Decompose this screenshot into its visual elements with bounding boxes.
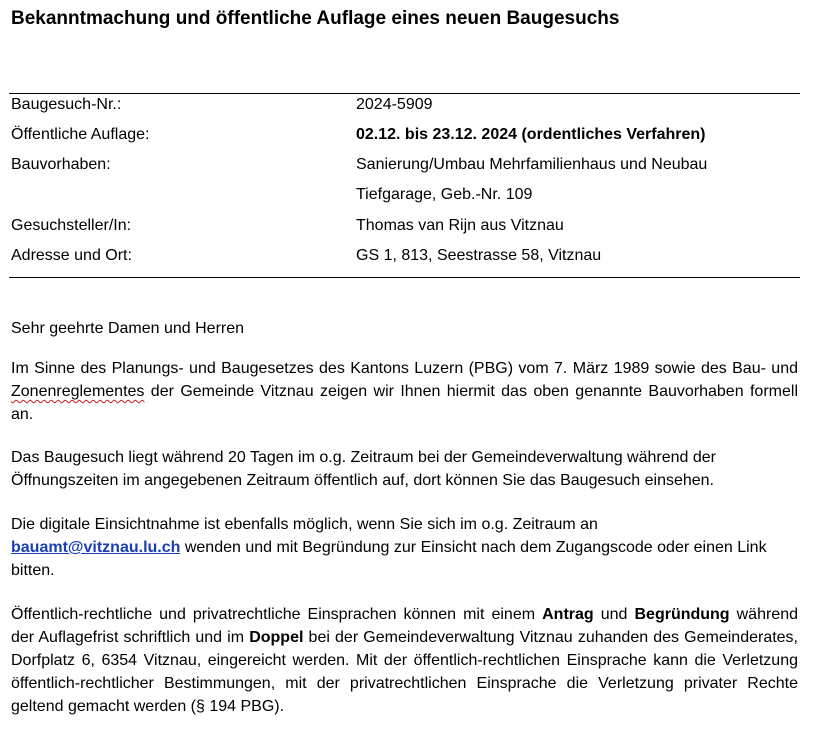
salutation: Sehr geehrte Damen und Herren — [11, 320, 245, 337]
field-value: 2024-5909 — [356, 96, 433, 113]
field-value: GS 1, 813, Seestrasse 58, Vitznau — [356, 247, 602, 264]
text-run: Öffentlich-rechtliche und privatrechtliche Einsprachen können mit einem — [11, 606, 543, 623]
field-value: 02.12. bis 23.12. 2024 (ordentliches Verfahren) — [356, 126, 706, 143]
text-run: bei der Gemeindeverwaltung Vitznau zuhanden des Gemeinderates, Dorfplatz 6, 6354 Vitznau, eingereicht werden. Mit der öffentlich-rechtlichen Einsprache kann die Verletzung öffentlich-rechtlicher Bestimmungen, mit der privatrechtlichen Einsprache die Verletzung privater Rechte geltend gemacht werden (§ 194 PBG). — [11, 629, 799, 715]
emphasis-doppel: Doppel — [249, 629, 304, 646]
text-run: wenden und mit Begründung zur Einsicht nach dem Zugangscode oder einen Link bitten. — [11, 539, 767, 579]
field-row-adresse — [0, 241, 825, 271]
paragraph-auflage: Das Baugesuch liegt während 20 Tagen im o.g. Zeitraum bei der Gemeindeverwaltung während der Öffnungszeiten im angegebenen Zeitraum öffentlich auf, dort können Sie das Baugesuch einsehen. — [11, 449, 716, 489]
paragraph-einsprachen — [11, 603, 798, 718]
field-value: Tiefgarage, Geb.-Nr. 109 — [356, 186, 533, 203]
text-run: und — [593, 606, 635, 623]
field-row-bauvorhaben-cont — [0, 180, 825, 210]
page-title: Bekanntmachung und öffentliche Auflage eines neuen Baugesuchs — [11, 8, 620, 29]
table-bottom-rule — [9, 277, 800, 278]
text-run: während der Auflagefrist schriftlich und im — [11, 606, 799, 646]
paragraph-digital — [11, 513, 798, 582]
field-row-baugesuch-nr — [0, 90, 825, 120]
paragraph-intro — [11, 357, 798, 426]
field-label: Öffentliche Auflage: — [11, 126, 150, 143]
field-value: Sanierung/Umbau Mehrfamilienhaus und Neubau — [356, 156, 708, 173]
text-run: Die digitale Einsichtnahme ist ebenfalls möglich, wenn Sie sich im o.g. Zeitraum an — [11, 516, 598, 533]
field-row-bauvorhaben — [0, 150, 825, 180]
spellcheck-word: Zonenreglementes — [11, 383, 145, 400]
text-run: Im Sinne des Planungs- und Baugesetzes des Kantons Luzern (PBG) vom 7. März 1989 sowie des Bau- und — [11, 360, 798, 377]
field-label: Bauvorhaben: — [11, 156, 111, 173]
field-value: Thomas van Rijn aus Vitznau — [356, 217, 564, 234]
text-run: der Gemeinde Vitznau zeigen wir Ihnen hiermit das oben genannte Bauvorhaben formell an. — [11, 383, 798, 423]
field-label: Baugesuch-Nr.: — [11, 96, 122, 113]
email-link[interactable]: bauamt@vitznau.lu.ch — [11, 539, 181, 556]
emphasis-antrag: Antrag — [542, 606, 594, 623]
emphasis-begruendung: Begründung — [634, 606, 730, 623]
field-row-gesuchsteller — [0, 211, 825, 241]
field-label: Gesuchsteller/In: — [11, 217, 132, 234]
field-row-auflage — [0, 120, 825, 150]
field-label: Adresse und Ort: — [11, 247, 132, 264]
